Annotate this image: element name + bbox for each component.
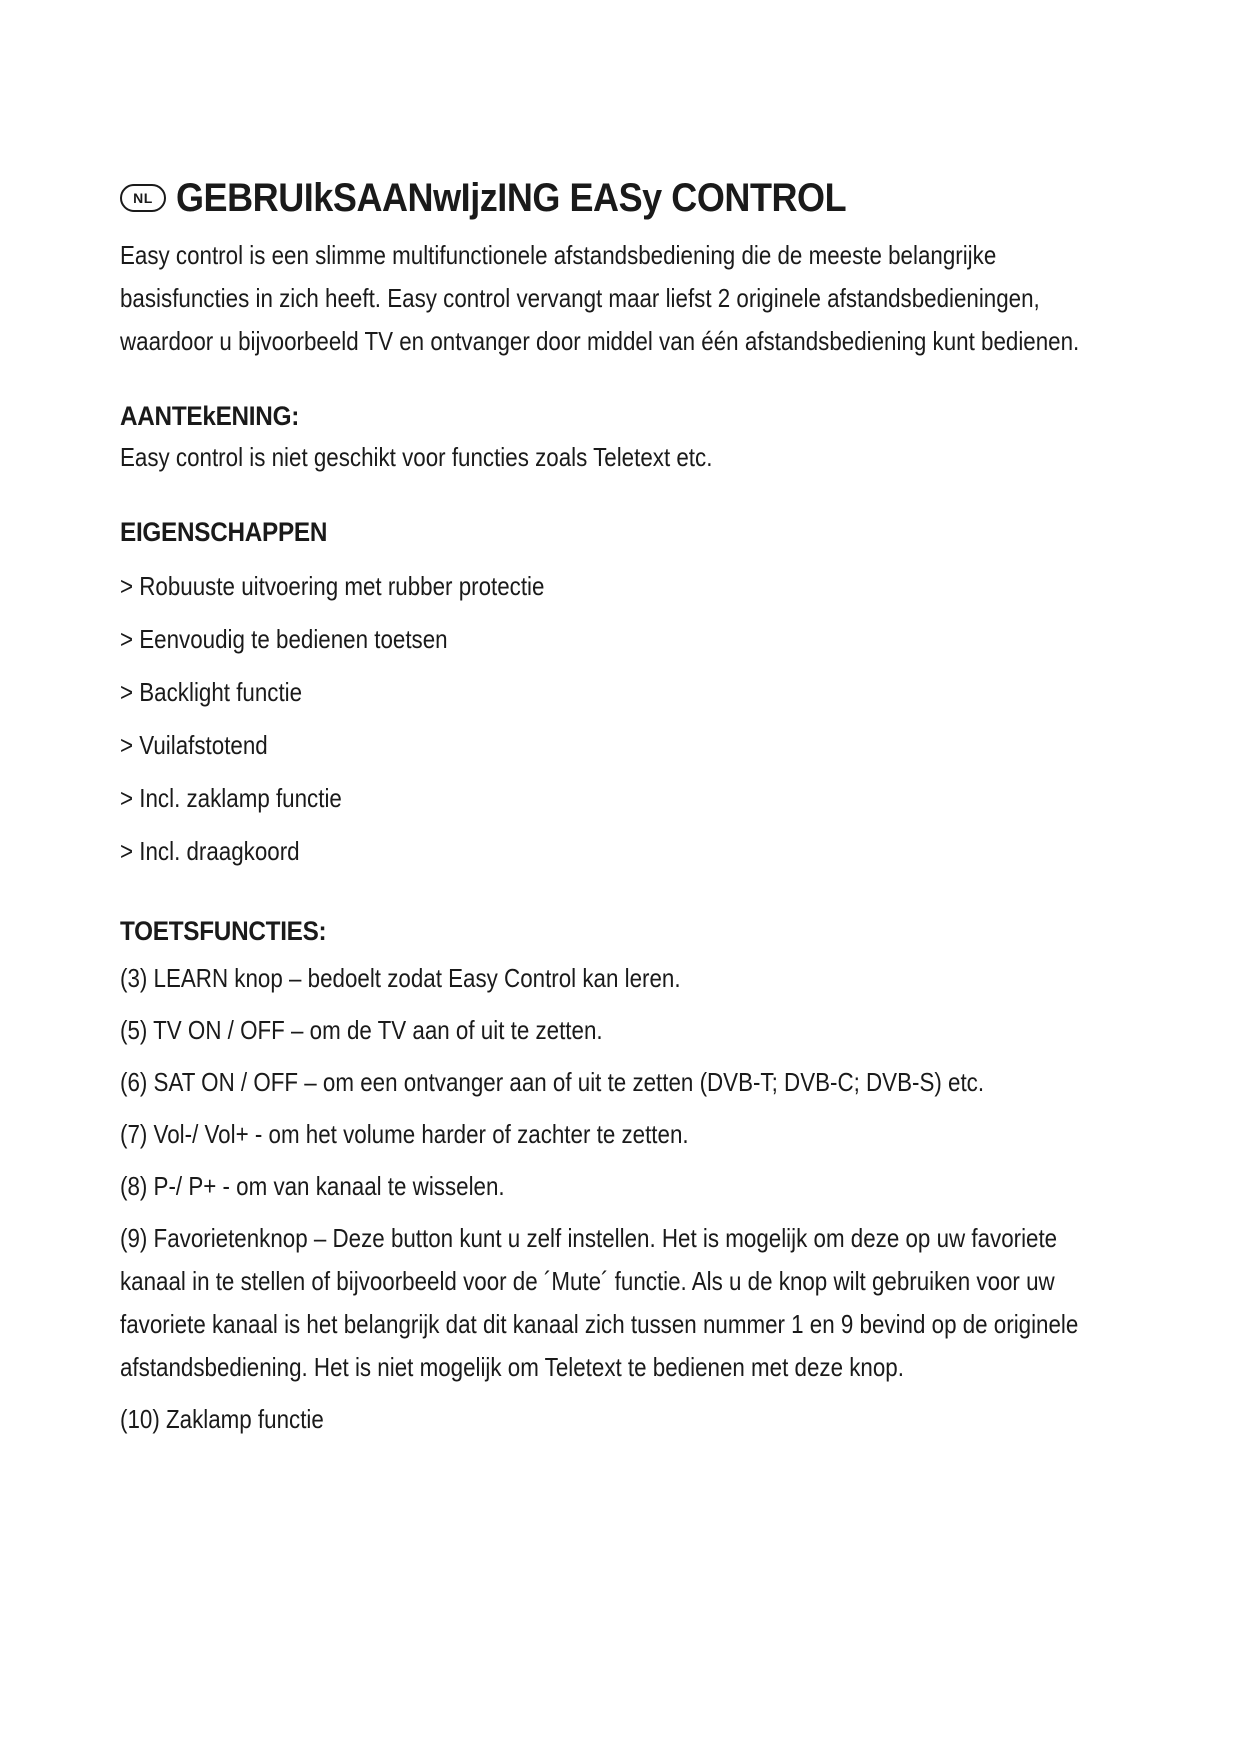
keys-section <box>120 916 1120 1441</box>
key-line: favoriete kanaal is het belangrijk dat dit kanaal zich tussen nummer 1 en 9 bevind op de originele <box>120 1309 1079 1339</box>
key-item <box>120 957 980 1000</box>
key-item <box>120 1061 985 1104</box>
key-line: (5) TV ON / OFF – om de TV aan of uit te zetten. <box>120 1015 603 1045</box>
feature-item: > Incl. zaklamp functie <box>120 783 342 813</box>
key-line: afstandsbediening. Het is niet mogelijk om Teletext te bedienen met deze knop. <box>120 1352 904 1382</box>
key-line: kanaal in te stellen of bijvoorbeeld voor de ´Mute´ functie. Als u de knop wilt gebruiken voor uw <box>120 1266 1055 1296</box>
key-line: (9) Favorietenknop – Deze button kunt u zelf instellen. Het is mogelijk om deze op uw favoriete <box>120 1223 1058 1253</box>
feature-item: > Backlight functie <box>120 677 303 707</box>
language-badge-icon: NL <box>120 184 166 212</box>
features-heading: EIGENSCHAPPEN <box>120 517 328 547</box>
key-line: (6) SAT ON / OFF – om een ontvanger aan of uit te zetten (DVB-T; DVB-C; DVB-S) etc. <box>120 1067 985 1097</box>
keys-heading: TOETSFUNCTIES: <box>120 916 327 946</box>
document-page <box>120 170 1120 1450</box>
feature-item: > Incl. draagkoord <box>120 836 300 866</box>
key-item <box>120 1398 980 1441</box>
keys-list <box>120 957 1120 1441</box>
feature-item: > Robuuste uitvoering met rubber protectie <box>120 571 545 601</box>
key-item <box>120 1113 980 1156</box>
feature-item: > Eenvoudig te bedienen toetsen <box>120 624 448 654</box>
note-heading: AANTEkENING: <box>120 401 300 431</box>
key-line: (8) P-/ P+ - om van kanaal te wisselen. <box>120 1171 505 1201</box>
intro-paragraph <box>120 234 1120 363</box>
key-line: (10) Zaklamp functie <box>120 1404 324 1434</box>
key-line: (7) Vol-/ Vol+ - om het volume harder of zachter te zetten. <box>120 1119 689 1149</box>
intro-line: waardoor u bijvoorbeeld TV en ontvanger door middel van één afstandsbediening kunt bedienen. <box>120 326 1080 356</box>
note-text: Easy control is niet geschikt voor functies zoals Teletext etc. <box>120 442 713 472</box>
features-list <box>120 560 1120 878</box>
intro-line: basisfuncties in zich heeft. Easy control vervangt maar liefst 2 originele afstandsbedieningen, <box>120 283 1040 313</box>
key-item <box>120 1009 980 1052</box>
page-title: GEBRUIkSAANwIjzING EASy CONTROL <box>176 175 847 220</box>
key-line: (3) LEARN knop – bedoelt zodat Easy Control kan leren. <box>120 963 681 993</box>
features-section <box>120 517 1120 878</box>
key-item <box>120 1165 980 1208</box>
title-row <box>120 170 1120 226</box>
key-item <box>120 1217 1079 1389</box>
note-section <box>120 401 1120 479</box>
intro-line: Easy control is een slimme multifunctionele afstandsbediening die de meeste belangrijke <box>120 240 997 270</box>
feature-item: > Vuilafstotend <box>120 730 268 760</box>
